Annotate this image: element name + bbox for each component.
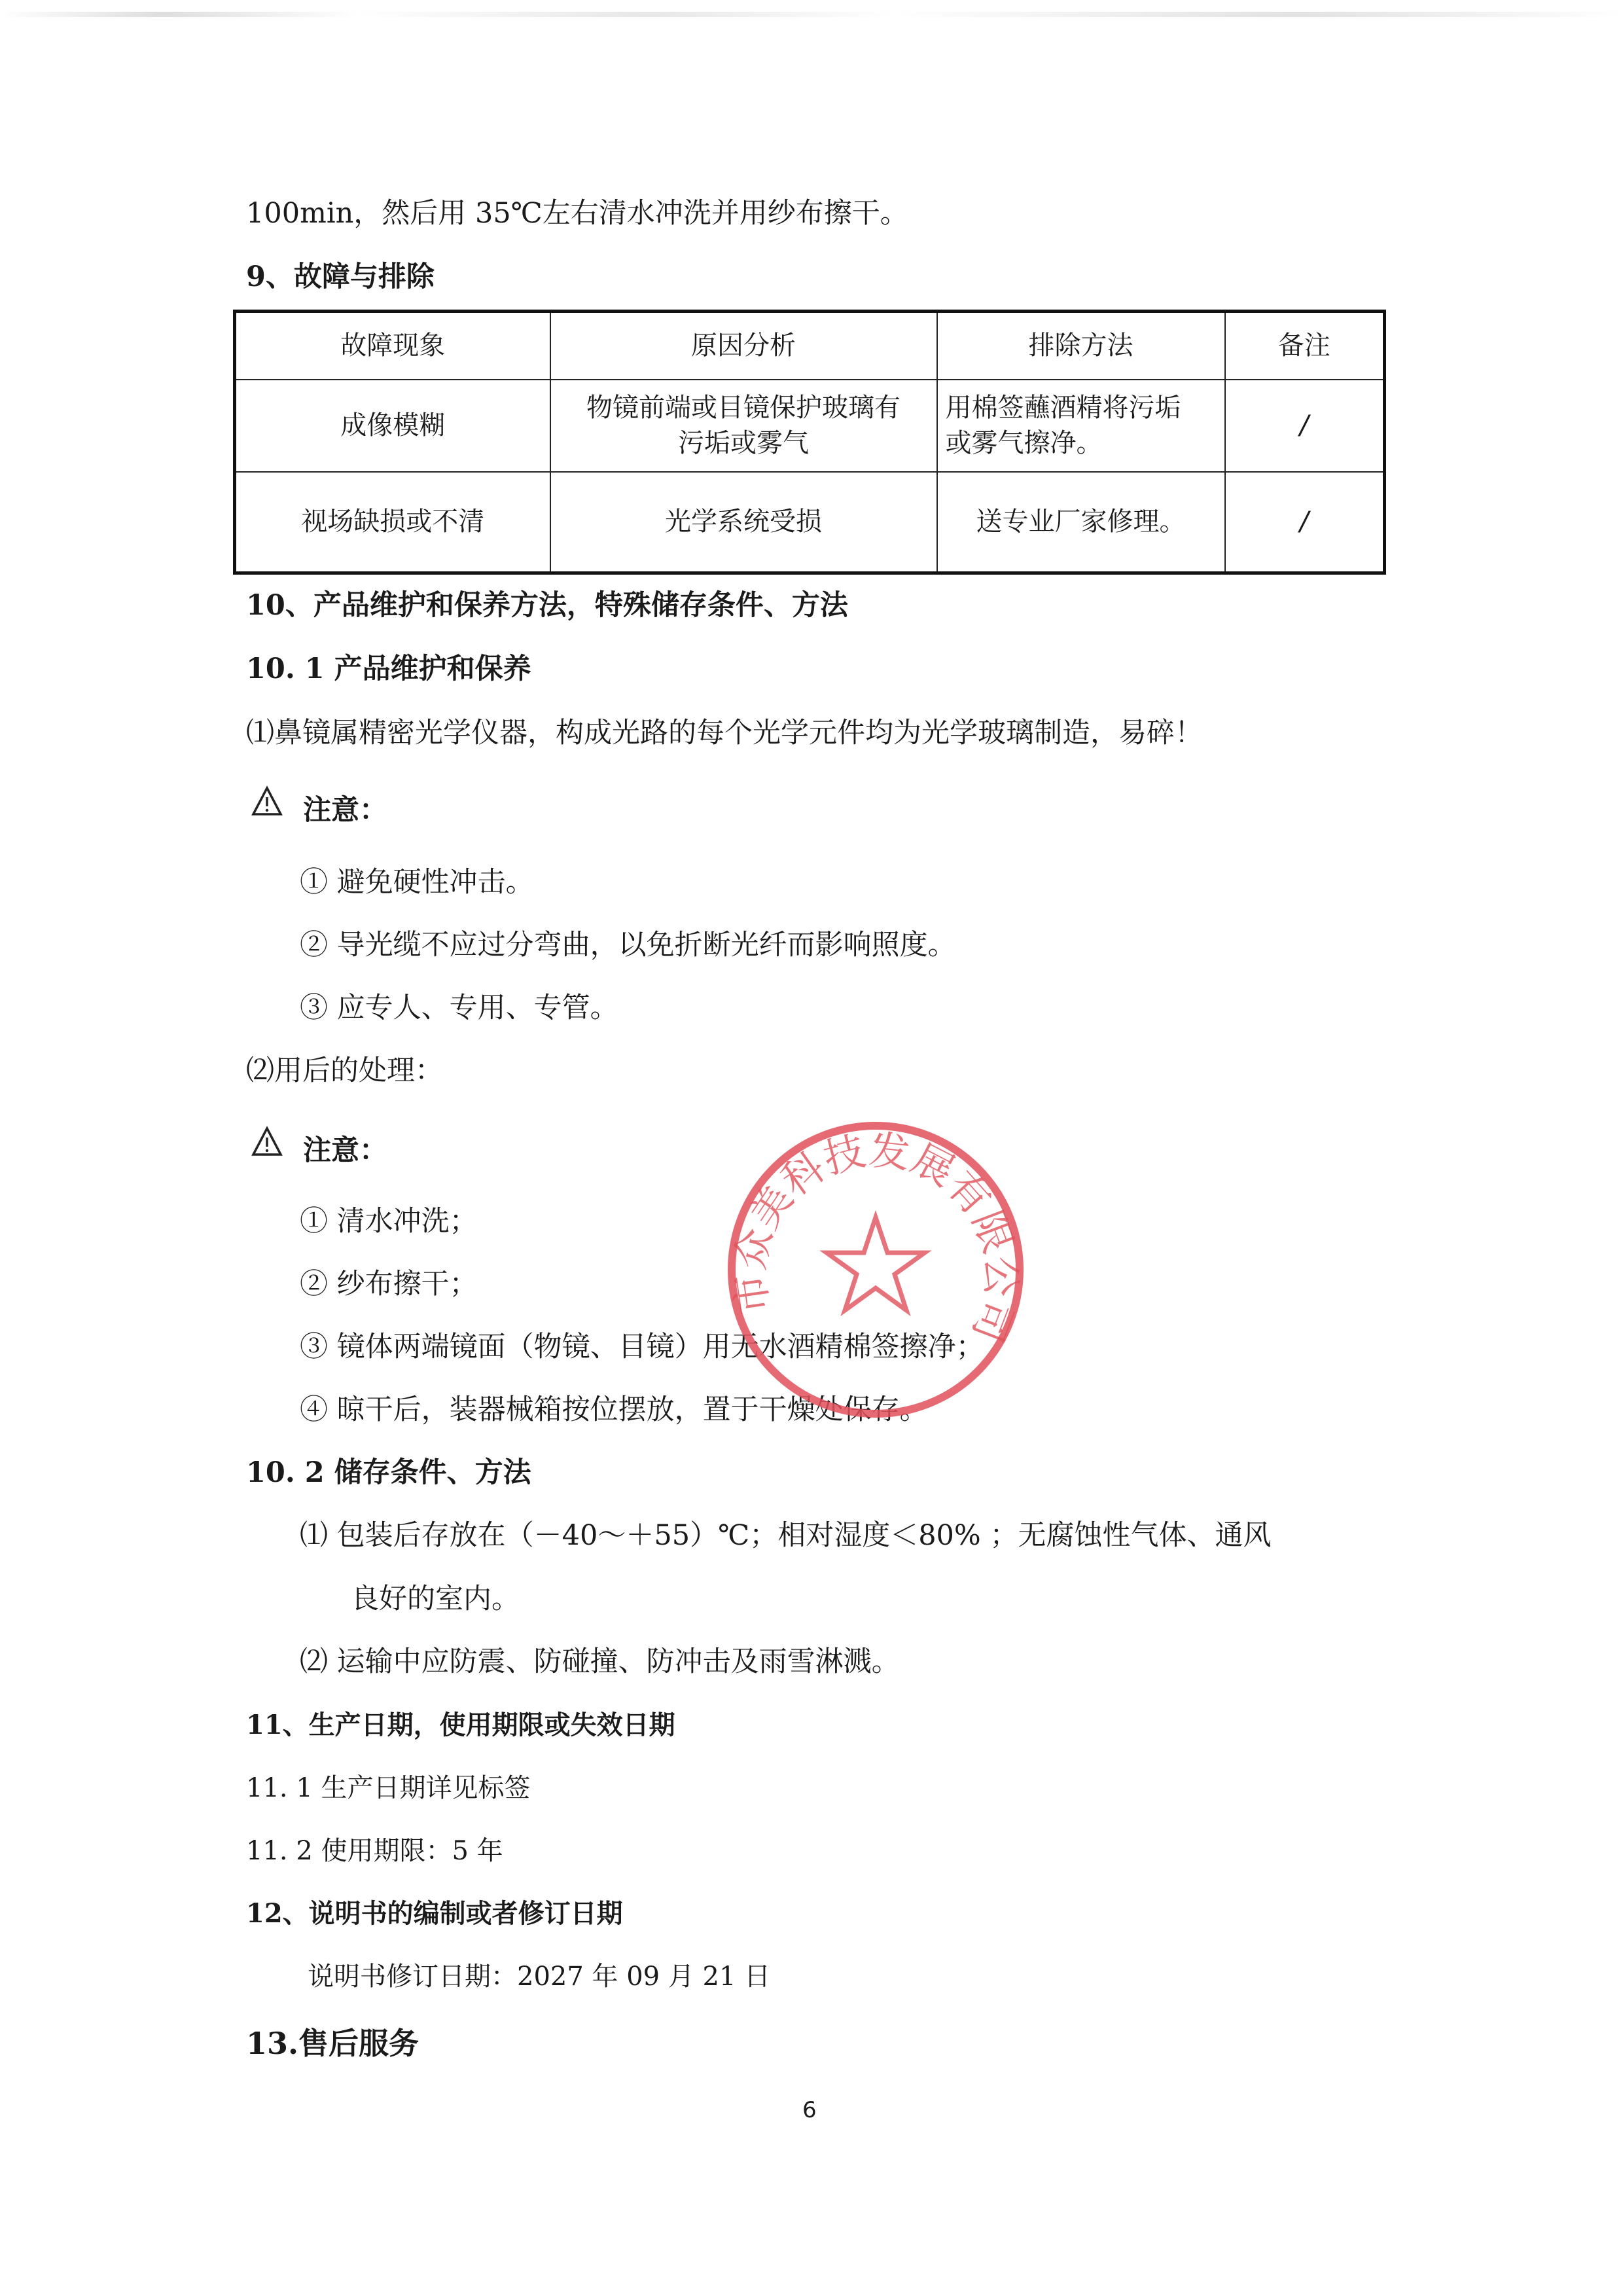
header-cell: 原因分析: [550, 312, 937, 380]
section-10-2-heading: 10. 2 储存条件、方法: [246, 1456, 531, 1489]
section-10-1-heading: 10. 1 产品维护和保养: [246, 653, 531, 685]
list-item: ① 避免硬性冲击。: [300, 866, 534, 899]
cause-cell: 光学系统受损: [550, 472, 937, 573]
page-number: 6: [802, 2097, 817, 2123]
note-cell: /: [1225, 472, 1385, 573]
cause-cell: [550, 380, 937, 472]
list-item: ② 导光缆不应过分弯曲，以免折断光纤而影响照度。: [300, 929, 956, 961]
fix-line: 用棉签蘸酒精将污垢: [945, 393, 1181, 423]
fault-table: [233, 310, 1386, 575]
revision-date: 说明书修订日期：2027 年 09 月 21 日: [308, 1962, 771, 1992]
paragraph-1: ⑴鼻镜属精密光学仪器，构成光路的每个光学元件均为光学玻璃制造，易碎！: [246, 717, 1203, 749]
notice-label: 注意：: [303, 1134, 387, 1167]
note-cell: /: [1225, 380, 1385, 472]
svg-text:市众美科技发展有限公司: 市众美科技发展有限公司: [724, 1125, 1026, 1349]
table-header-row: [235, 312, 1385, 380]
section-13-heading: 13.售后服务: [246, 2026, 419, 2061]
list-item: ④ 晾干后，装器械箱按位摆放，置于干燥处保存。: [300, 1393, 928, 1426]
cause-line: 物镜前端或目镜保护玻璃有: [586, 393, 901, 423]
header-cell: 排除方法: [937, 312, 1225, 380]
warning-icon: [251, 785, 283, 817]
section-11-1: 11. 1 生产日期详见标签: [246, 1773, 531, 1803]
paragraph-2: ⑵用后的处理：: [246, 1054, 443, 1087]
storage-item: ⑴ 包装后存放在（－40～＋55）℃；相对湿度＜80% ；无腐蚀性气体、通风: [300, 1519, 1272, 1552]
list-item: ① 清水冲洗；: [300, 1205, 478, 1238]
list-item: ② 纱布擦干；: [300, 1268, 478, 1300]
section-11-2: 11. 2 使用期限：5 年: [246, 1836, 503, 1866]
section-11-heading: 11、生产日期，使用期限或失效日期: [246, 1710, 675, 1740]
list-item: ③ 镜体两端镜面（物镜、目镜）用无水酒精棉签擦净；: [300, 1331, 984, 1363]
scan-artifact: [0, 12, 1623, 17]
list-item: ③ 应专人、专用、专管。: [300, 992, 618, 1024]
section-9-heading: 9、故障与排除: [246, 260, 435, 293]
notice-label: 注意：: [303, 794, 387, 827]
section-12-heading: 12、说明书的编制或者修订日期: [246, 1898, 623, 1929]
table-row: [235, 472, 1385, 573]
fix-line: 或雾气擦净。: [945, 428, 1103, 458]
symptom-cell: 视场缺损或不清: [235, 472, 550, 573]
fix-cell: [937, 380, 1225, 472]
fix-cell: 送专业厂家修理。: [937, 472, 1225, 573]
table-row: [235, 380, 1385, 472]
cause-line: 污垢或雾气: [678, 428, 809, 458]
warning-icon: [251, 1126, 283, 1157]
symptom-cell: 成像模糊: [235, 380, 550, 472]
header-cell: 备注: [1225, 312, 1385, 380]
storage-item: ⑵ 运输中应防震、防碰撞、防冲击及雨雪淋溅。: [300, 1645, 900, 1678]
section-10-heading: 10、产品维护和保养方法，特殊储存条件、方法: [246, 589, 848, 622]
continued-text: 100min，然后用 35℃左右清水冲洗并用纱布擦干。: [246, 197, 908, 230]
header-cell: 故障现象: [235, 312, 550, 380]
company-seal: [719, 1113, 1033, 1427]
storage-item-cont: 良好的室内。: [351, 1583, 520, 1615]
